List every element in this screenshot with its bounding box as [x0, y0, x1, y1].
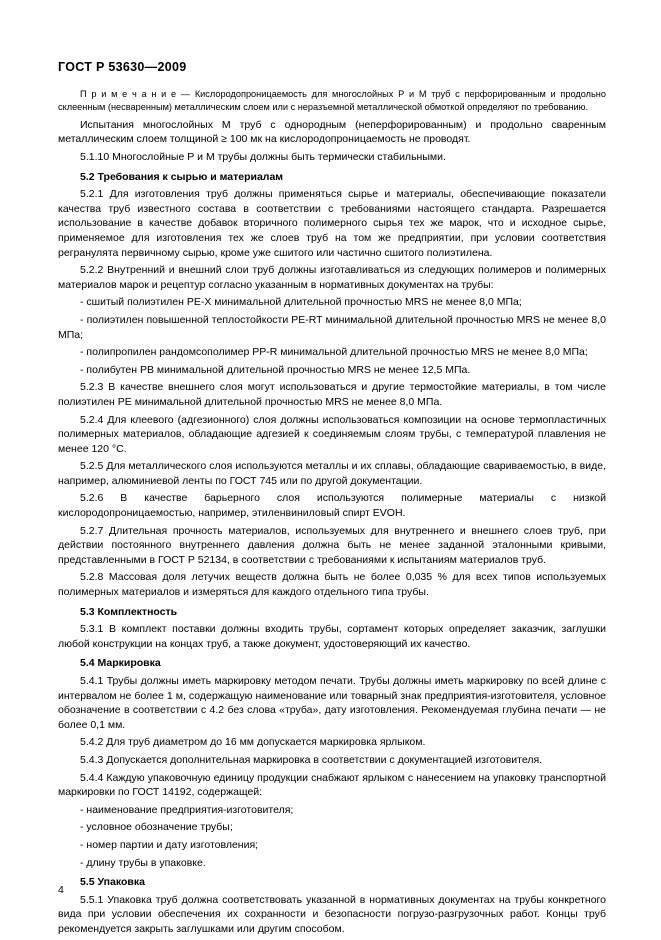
paragraph-heading-5-4: 5.4 Маркировка	[80, 657, 161, 670]
paragraph-para-5-4-1: 5.4.1 Трубы должны иметь маркировку методом печати. Трубы должны иметь маркировку по всей длине с интервалом не более 1 м, содержащую наименование или товарный знак предприятия-изготовителя, условное обозначение в соответствии с 4.2 без слова «труба», дату изготовления. Рекомендуемая глубина печати — не более 0,1 мм.	[58, 675, 606, 731]
paragraph-heading-5-3: 5.3 Комплектность	[80, 605, 178, 618]
paragraph-dash-5: - наименование предприятия-изготовителя;	[80, 803, 294, 816]
paragraph-para-1: Испытания многослойных М труб с однородным (неперфорированным) и продольно сваренным металлическим слоем толщиной ≥ 100 мк на кислородопроницаемость не проводят.	[58, 118, 606, 146]
paragraph-dash-6: - условное обозначение трубы;	[80, 821, 233, 834]
paragraph-para-5-2-2: 5.2.2 Внутренний и внешний слои труб должны изготавливаться из следующих полимеров и полимерных материалов марок и рецептур согласно указанным в нормативных документах на трубы:	[58, 264, 606, 291]
paragraph-para-5-4-3: 5.4.3 Допускается дополнительная маркировка в соответствии с документацией изготовителя.	[80, 753, 543, 766]
paragraph-para-5-5-1: 5.5.1 Упаковка труб должна соответствовать указанной в нормативных документах на трубы конкретного вида при условии обеспечения их сохранности и безопасности погрузо-разгрузочных работ. Концы труб рекомендуется закрыть заглушками или другим способом.	[58, 893, 606, 935]
paragraph-note: П р и м е ч а н и е — Кислородопроницаемость для многослойных Р и М труб с перфорированным и продольно склеенным (несваренным) металлическим слоем или с неразъемной металлической обмоткой определяют по требованию.	[58, 89, 606, 113]
paragraph-para-5-2-4: 5.2.4 Для клеевого (адгезионного) слоя должны использоваться композиции на основе термопластичных полимерных материалов, обладающие адгезией к соединяемым слоям трубы, с температурой плавления не менее 120 °С.	[58, 413, 606, 455]
paragraph-dash-4: - полибутен РВ минимальной длительной прочностью MRS не менее 12,5 МПа.	[80, 363, 471, 376]
paragraph-para-5-2-3: 5.2.3 В качестве внешнего слоя могут использоваться и другие термостойкие материалы, в том числе полиэтилен РЕ минимальной длительной прочностью MRS не менее 8,0 МПа.	[58, 381, 606, 408]
document-body	[58, 88, 606, 940]
paragraph-dash-3: - полипропилен рандомсополимер PP-R минимальной длительной прочностью MRS не менее 8,0 МПа;	[80, 346, 588, 359]
paragraph-para-5-2-6: 5.2.6 В качестве барьерного слоя используются полимерные материалы с низкой кислородопроницаемостью, например, этиленвиниловый спирт EVOH.	[58, 492, 606, 520]
paragraph-para-5-4-2: 5.4.2 Для труб диаметром до 16 мм допускается маркировка ярлыком.	[80, 736, 426, 749]
paragraph-para-5-2-8: 5.2.8 Массовая доля летучих веществ должна быть не более 0,035 % для всех типов используемых полимерных материалов и измеряться для каждого отдельного типа трубы.	[58, 571, 606, 599]
paragraph-para-5-2-1: 5.2.1 Для изготовления труб должны применяться сырье и материалы, обеспечивающие показатели качества труб известного состава в соответствии с требованиями настоящего стандарта. Разрешается использование в качестве добавок вторичного полимерного сырья тех же марок, что и исходное сырье, применяемое для изготовления тех же слоев труб на том же предприятии, при условии соответствия регранулята первичному сырью, кроме уже сшитого или частично сшитого полиэтилена.	[58, 188, 606, 259]
paragraph-para-5-2-7: 5.2.7 Длительная прочность материалов, используемых для внутреннего и внешнего слоев труб, при действии постоянного внутреннего давления должна быть не менее заданной эталонными кривыми, представленными в ГОСТ Р 52134, в соответствии с требованиями к испытаниям материалов труб.	[58, 524, 606, 566]
paragraph-dash-2: - полиэтилен повышенной теплостойкости PE-RT минимальной длительной прочностью MRS не менее 8,0 МПа;	[58, 313, 606, 341]
page-header: ГОСТ Р 53630—2009	[58, 60, 187, 74]
paragraph-para-5-2-5: 5.2.5 Для металлического слоя используются металлы и их сплавы, обладающие свариваемостью, в виде, например, алюминиевой ленты по ГОСТ 745 или по другой документации.	[58, 460, 606, 487]
paragraph-dash-8: - длину трубы в упаковке.	[80, 856, 206, 869]
paragraph-para-5-1-10: 5.1.10 Многослойные Р и М трубы должны быть термически стабильными.	[80, 151, 446, 163]
paragraph-dash-1: - сшитый полиэтилен РЕ-Х минимальной длительной прочностью MRS не менее 8,0 МПа;	[80, 296, 522, 309]
paragraph-dash-7: - номер партии и дату изготовления;	[80, 838, 259, 851]
page-number: 4	[58, 884, 64, 896]
paragraph-heading-5-2: 5.2 Требования к сырью и материалам	[80, 170, 284, 183]
paragraph-para-5-4-4: 5.4.4 Каждую упаковочную единицу продукции снабжают ярлыком с нанесением на упаковку транспортной маркировки по ГОСТ 14192, содержащей:	[58, 771, 606, 799]
paragraph-para-5-3-1: 5.3.1 В комплект поставки должны входить трубы, сортамент которых определяет заказчик, заглушки любой конструкции на концах труб, а также документ, удостоверяющий их качество.	[58, 623, 606, 650]
paragraph-heading-5-5: 5.5 Упаковка	[80, 876, 145, 889]
